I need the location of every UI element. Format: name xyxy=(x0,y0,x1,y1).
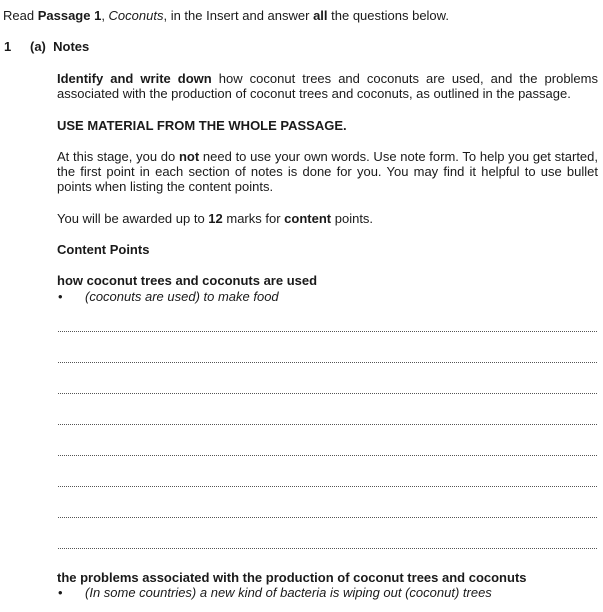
answer-line[interactable] xyxy=(58,424,597,425)
answer-line[interactable] xyxy=(58,455,597,456)
bullet-icon: • xyxy=(58,289,63,304)
bullet-icon: • xyxy=(58,585,63,600)
answer-line[interactable] xyxy=(58,362,597,363)
question-number: 1 xyxy=(4,39,12,54)
passage-title: Coconuts xyxy=(108,8,164,23)
question-part-title: Notes xyxy=(53,39,90,54)
question-part-label: (a) Notes xyxy=(30,39,90,54)
example-point-uses: • (coconuts are used) to make food xyxy=(58,289,279,304)
intro-text: Read Passage 1, Coconuts, in the Insert and answer all the questions below. xyxy=(3,8,449,23)
passage-ref: Passage 1 xyxy=(37,8,102,23)
content-points-heading: Content Points xyxy=(57,242,150,257)
answer-line[interactable] xyxy=(58,548,597,549)
instruction-paragraph-3: At this stage, you do not need to use your own words. Use note form. To help you get started, the first point in each section of notes is done for you. You may find it helpful to use bullet points when listing the content points. xyxy=(57,149,598,194)
instruction-paragraph-2: USE MATERIAL FROM THE WHOLE PASSAGE. xyxy=(57,118,347,133)
section-heading-uses: how coconut trees and coconuts are used xyxy=(57,273,318,288)
answer-line[interactable] xyxy=(58,517,597,518)
answer-line[interactable] xyxy=(58,393,597,394)
section-heading-problems: the problems associated with the production of coconut trees and coconuts xyxy=(57,570,527,585)
answer-line[interactable] xyxy=(58,331,597,332)
example-point-problems: • (In some countries) a new kind of bacteria is wiping out (coconut) trees xyxy=(58,585,492,600)
instruction-paragraph-4: You will be awarded up to 12 marks for content points. xyxy=(57,211,374,226)
answer-line[interactable] xyxy=(58,486,597,487)
instruction-paragraph-1: Identify and write down how coconut trees and coconuts are used, and the problems associated with the production of coconut trees and coconuts, as outlined in the passage. xyxy=(57,71,598,101)
